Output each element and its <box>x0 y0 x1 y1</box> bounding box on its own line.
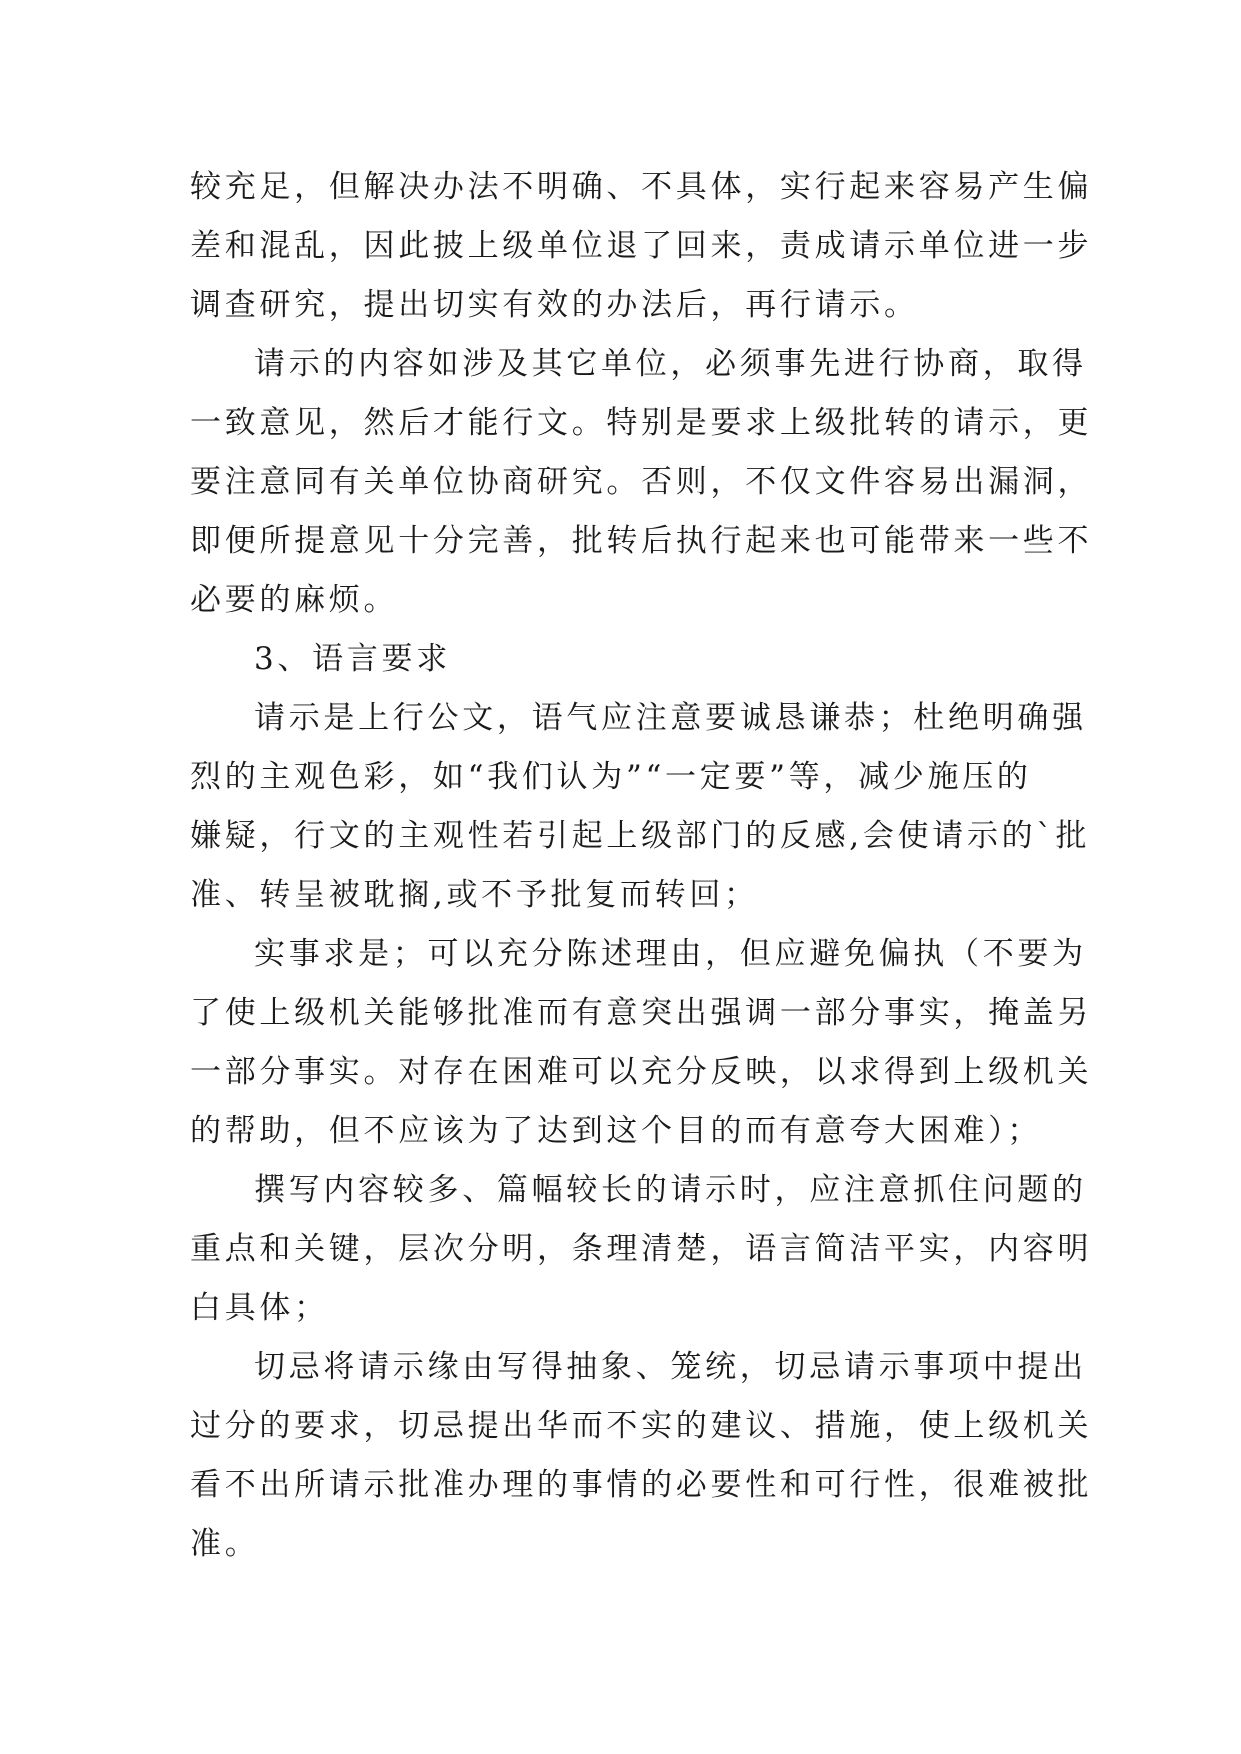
text-line: 请示的内容如涉及其它单位，必须事先进行协商，取得 <box>254 346 1087 382</box>
text-line: 实事求是；可以充分陈述理由，但应避免偏执（不要为 <box>254 936 1087 972</box>
document-body <box>190 158 1093 1574</box>
text-line: 重点和关键，层次分明，条理清楚，语言简洁平实，内容明 <box>190 1231 1093 1267</box>
text-line: 撰写内容较多、篇幅较长的请示时，应注意抓住问题的 <box>254 1172 1087 1208</box>
text-line: 请示是上行公文，语气应注意要诚恳谦恭；杜绝明确强 <box>254 700 1087 736</box>
heading-text: 3、语言要求 <box>254 641 451 677</box>
paragraph <box>190 158 1093 335</box>
text-line: 烈的主观色彩，如“我们认为”“一定要”等，减少施压的 <box>190 759 1032 795</box>
paragraph <box>190 1161 1093 1338</box>
text-line: 准。 <box>190 1526 260 1562</box>
text-line: 差和混乱，因此披上级单位退了回来，责成请示单位进一步 <box>190 228 1093 264</box>
paragraph <box>190 689 1091 925</box>
text-line: 的帮助，但不应该为了达到这个目的而有意夸大困难）； <box>190 1113 1042 1149</box>
text-line: 一致意见，然后才能行文。特别是要求上级批转的请示，更 <box>190 405 1093 441</box>
text-line: 即便所提意见十分完善，批转后执行起来也可能带来一些不 <box>190 523 1093 559</box>
section-heading <box>190 630 1070 689</box>
text-line: 白具体； <box>190 1290 329 1326</box>
text-line: 嫌疑，行文的主观性若引起上级部门的反感,会使请示的`批 <box>190 818 1091 854</box>
text-line: 调查研究，提出切实有效的办法后，再行请示。 <box>190 287 919 323</box>
paragraph <box>190 925 1093 1161</box>
text-line: 了使上级机关能够批准而有意突出强调一部分事实，掩盖另 <box>190 995 1093 1031</box>
text-line: 必要的麻烦。 <box>190 582 399 618</box>
paragraph <box>190 1338 1093 1574</box>
text-line: 要注意同有关单位协商研究。否则，不仅文件容易出漏洞， <box>190 464 1093 500</box>
paragraph <box>190 335 1093 630</box>
text-line: 较充足，但解决办法不明确、不具体，实行起来容易产生偏 <box>190 169 1093 205</box>
text-line: 切忌将请示缘由写得抽象、笼统，切忌请示事项中提出 <box>254 1349 1087 1385</box>
text-line: 看不出所请示批准办理的事情的必要性和可行性，很难被批 <box>190 1467 1093 1503</box>
text-line: 准、转呈被耽搁,或不予批复而转回； <box>190 877 759 913</box>
text-line: 过分的要求，切忌提出华而不实的建议、措施，使上级机关 <box>190 1408 1093 1444</box>
text-line: 一部分事实。对存在困难可以充分反映，以求得到上级机关 <box>190 1054 1093 1090</box>
